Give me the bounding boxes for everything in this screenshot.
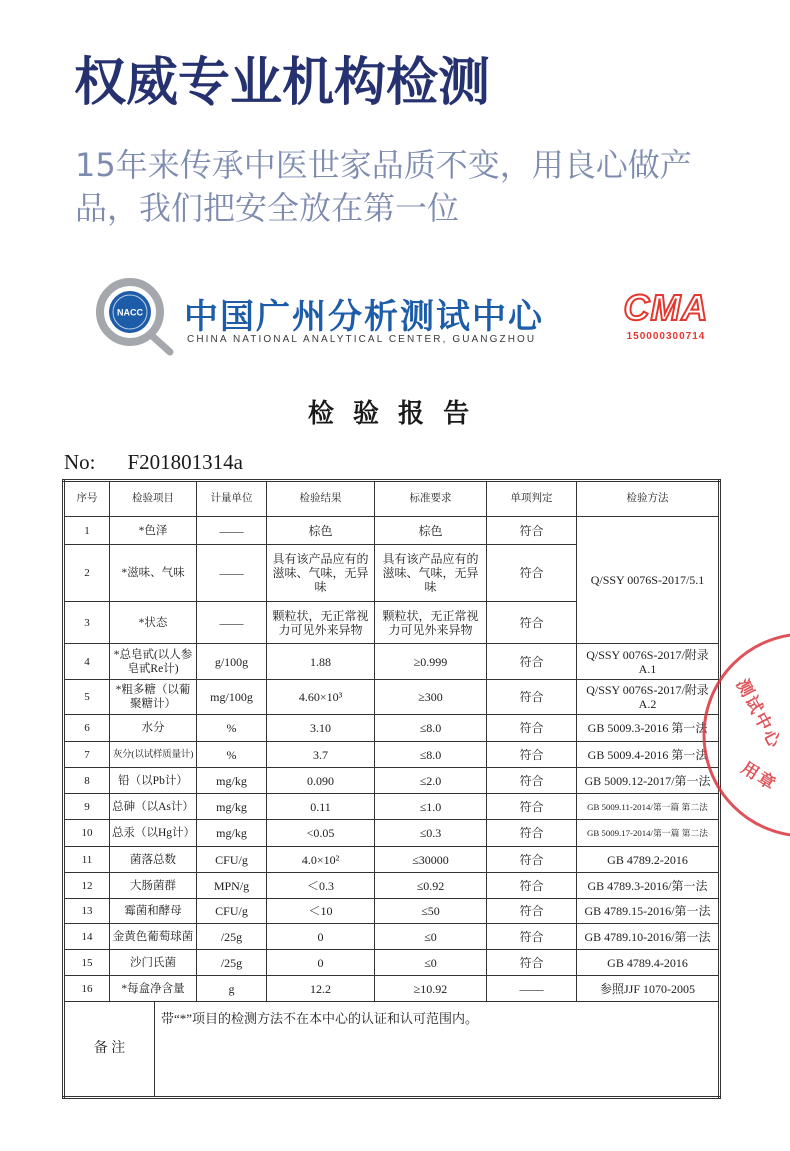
- cell-method: 参照JJF 1070-2005: [577, 976, 720, 1002]
- cell-no: 1: [64, 517, 110, 545]
- column-header-method: 检验方法: [577, 481, 720, 517]
- cell-method: GB 5009.12-2017/第一法: [577, 768, 720, 794]
- cell-method: GB 5009.4-2016 第一法: [577, 742, 720, 768]
- table-row: [64, 644, 720, 680]
- cell-result: 0.11: [267, 794, 375, 820]
- cell-item: 总汞（以Hg计）: [110, 820, 197, 847]
- remark-row: [64, 1002, 720, 1098]
- nacc-logo: [92, 277, 176, 357]
- table-row: [64, 768, 720, 794]
- cell-result: 颗粒状，无正常视力可见外来异物: [267, 602, 375, 644]
- cell-judgment: 符合: [487, 924, 577, 950]
- cell-unit: mg/kg: [197, 768, 267, 794]
- cell-method: GB 5009.3-2016 第一法: [577, 715, 720, 742]
- cell-unit: ——: [197, 602, 267, 644]
- remark-wrap: [65, 1002, 718, 1096]
- cell-judgment: 符合: [487, 545, 577, 602]
- cell-item: *色泽: [110, 517, 197, 545]
- cell-result: ＜10: [267, 899, 375, 924]
- cell-standard: ≤50: [375, 899, 487, 924]
- cell-method: GB 5009.11-2014/第一篇 第二法: [577, 794, 720, 820]
- cell-item: 菌落总数: [110, 847, 197, 873]
- hero-subtitle-line-2: 品，我们把安全放在第一位: [75, 189, 460, 227]
- cell-standard: 棕色: [375, 517, 487, 545]
- cell-standard: 具有该产品应有的滋味、气味，无异味: [375, 545, 487, 602]
- cell-no: 10: [64, 820, 110, 847]
- table-header-row: [64, 481, 720, 517]
- cell-item: 霉菌和酵母: [110, 899, 197, 924]
- cell-judgment: 符合: [487, 820, 577, 847]
- cell-judgment: 符合: [487, 517, 577, 545]
- cell-item: 水分: [110, 715, 197, 742]
- cell-result: 3.10: [267, 715, 375, 742]
- column-header-result: 检验结果: [267, 481, 375, 517]
- remark-text: 带“*”项目的检测方法不在本中心的认证和认可范围内。: [161, 1011, 479, 1026]
- cell-item: 金黄色葡萄球菌: [110, 924, 197, 950]
- cell-no: 7: [64, 742, 110, 768]
- table-row: [64, 899, 720, 924]
- cell-no: 16: [64, 976, 110, 1002]
- report-number-label: No:: [64, 450, 96, 474]
- cell-unit: ——: [197, 517, 267, 545]
- cell-item: *滋味、气味: [110, 545, 197, 602]
- cell-no: 12: [64, 873, 110, 899]
- nacc-logo-text: NACC: [117, 307, 143, 318]
- cell-item: 沙门氏菌: [110, 950, 197, 976]
- cell-no: 11: [64, 847, 110, 873]
- column-header-unit: 计量单位: [197, 481, 267, 517]
- cell-judgment: 符合: [487, 873, 577, 899]
- table-row: [64, 950, 720, 976]
- column-header-serial: 序号: [64, 481, 110, 517]
- cell-unit: /25g: [197, 950, 267, 976]
- cell-no: 15: [64, 950, 110, 976]
- cell-standard: ≤0.92: [375, 873, 487, 899]
- cell-no: 9: [64, 794, 110, 820]
- cell-judgment: 符合: [487, 899, 577, 924]
- table-row: [64, 976, 720, 1002]
- column-header-standard: 标准要求: [375, 481, 487, 517]
- table-row: [64, 873, 720, 899]
- table-row: [64, 820, 720, 847]
- cma-logo-text: CMA: [623, 287, 709, 328]
- cell-unit: mg/kg: [197, 820, 267, 847]
- inspection-results-table: [62, 479, 721, 1099]
- cell-unit: g: [197, 976, 267, 1002]
- cell-unit: g/100g: [197, 644, 267, 680]
- column-header-judgment: 单项判定: [487, 481, 577, 517]
- table-row: [64, 517, 720, 545]
- cell-judgment: 符合: [487, 742, 577, 768]
- cell-result: 0.090: [267, 768, 375, 794]
- table-row: [64, 924, 720, 950]
- cell-unit: MPN/g: [197, 873, 267, 899]
- cell-method: GB 4789.4-2016: [577, 950, 720, 976]
- cell-method: Q/SSY 0076S-2017/附录A.2: [577, 680, 720, 715]
- cell-standard: 颗粒状，无正常视力可见外来异物: [375, 602, 487, 644]
- cell-result: ＜0.3: [267, 873, 375, 899]
- cell-item: 大肠菌群: [110, 873, 197, 899]
- cell-unit: %: [197, 742, 267, 768]
- cell-judgment: 符合: [487, 644, 577, 680]
- cell-result: 具有该产品应有的滋味、气味，无异味: [267, 545, 375, 602]
- cell-method: GB 4789.2-2016: [577, 847, 720, 873]
- cell-unit: /25g: [197, 924, 267, 950]
- cell-method: GB 4789.15-2016/第一法: [577, 899, 720, 924]
- cell-result: 12.2: [267, 976, 375, 1002]
- cell-method: GB 5009.17-2014/第一篇 第二法: [577, 820, 720, 847]
- cell-judgment: ——: [487, 976, 577, 1002]
- cell-no: 3: [64, 602, 110, 644]
- remark-label: 备 注: [65, 1002, 155, 1096]
- cell-judgment: 符合: [487, 794, 577, 820]
- cell-no: 13: [64, 899, 110, 924]
- cell-result: 4.60×10³: [267, 680, 375, 715]
- cell-unit: CFU/g: [197, 899, 267, 924]
- report-number-value: F201801314a: [127, 450, 243, 474]
- table-row: [64, 847, 720, 873]
- cell-result: 0: [267, 924, 375, 950]
- cell-no: 6: [64, 715, 110, 742]
- cell-judgment: 符合: [487, 950, 577, 976]
- organization-name-en: CHINA NATIONAL ANALYTICAL CENTER, GUANGZHOU: [187, 334, 537, 345]
- cell-result: 4.0×10²: [267, 847, 375, 873]
- organization-name-cn: 中国广州分析测试中心: [184, 297, 544, 337]
- cell-result: 0: [267, 950, 375, 976]
- cell-result: 棕色: [267, 517, 375, 545]
- cell-result: 3.7: [267, 742, 375, 768]
- cell-standard: ≤2.0: [375, 768, 487, 794]
- cell-unit: ——: [197, 545, 267, 602]
- cell-no: 2: [64, 545, 110, 602]
- cell-judgment: 符合: [487, 847, 577, 873]
- cell-item: *粗多糖（以葡聚糖计）: [110, 680, 197, 715]
- cell-judgment: 符合: [487, 602, 577, 644]
- cell-standard: ≤0: [375, 950, 487, 976]
- cma-logo: [620, 282, 712, 346]
- cell-item: 灰分(以试样质量计): [110, 742, 197, 768]
- cell-item: 总砷（以As计）: [110, 794, 197, 820]
- cell-item: *每盒净含量: [110, 976, 197, 1002]
- table-row: [64, 715, 720, 742]
- cell-no: 14: [64, 924, 110, 950]
- column-header-item: 检验项目: [110, 481, 197, 517]
- cell-unit: mg/kg: [197, 794, 267, 820]
- cell-result: 1.88: [267, 644, 375, 680]
- cell-judgment: 符合: [487, 768, 577, 794]
- cell-no: 5: [64, 680, 110, 715]
- cell-standard: ≥300: [375, 680, 487, 715]
- seal-text-1: 测试中心: [731, 675, 785, 753]
- cell-method: Q/SSY 0076S-2017/附录A.1: [577, 644, 720, 680]
- cma-number: 150000300714: [626, 331, 706, 342]
- cell-standard: ≥0.999: [375, 644, 487, 680]
- report-title: 检 验 报 告: [307, 399, 475, 429]
- cell-unit: CFU/g: [197, 847, 267, 873]
- cell-method: GB 4789.3-2016/第一法: [577, 873, 720, 899]
- cell-standard: ≤0.3: [375, 820, 487, 847]
- table-row: [64, 794, 720, 820]
- cell-no: 4: [64, 644, 110, 680]
- hero-subtitle-line-1: 15年来传承中医世家品质不变，用良心做产: [75, 146, 692, 184]
- cell-standard: ≤0: [375, 924, 487, 950]
- cell-judgment: 符合: [487, 715, 577, 742]
- cell-no: 8: [64, 768, 110, 794]
- cell-item: *总皂甙(以人参皂甙Re计): [110, 644, 197, 680]
- cell-result: <0.05: [267, 820, 375, 847]
- cell-method: GB 4789.10-2016/第一法: [577, 924, 720, 950]
- cell-method-shared: Q/SSY 0076S-2017/5.1: [577, 517, 720, 644]
- remark-cell: [64, 1002, 720, 1098]
- cell-standard: ≤30000: [375, 847, 487, 873]
- seal-text-2: 用章: [737, 758, 781, 796]
- cell-item: *状态: [110, 602, 197, 644]
- table-row: [64, 742, 720, 768]
- cell-standard: ≤1.0: [375, 794, 487, 820]
- report-number-row: [64, 449, 243, 478]
- cell-item: 铅（以Pb计）: [110, 768, 197, 794]
- cell-standard: ≤8.0: [375, 742, 487, 768]
- cell-unit: mg/100g: [197, 680, 267, 715]
- cell-unit: %: [197, 715, 267, 742]
- cell-judgment: 符合: [487, 680, 577, 715]
- cell-standard: ≤8.0: [375, 715, 487, 742]
- hero-title: 权威专业机构检测: [74, 53, 491, 113]
- cell-standard: ≥10.92: [375, 976, 487, 1002]
- table-row: [64, 680, 720, 715]
